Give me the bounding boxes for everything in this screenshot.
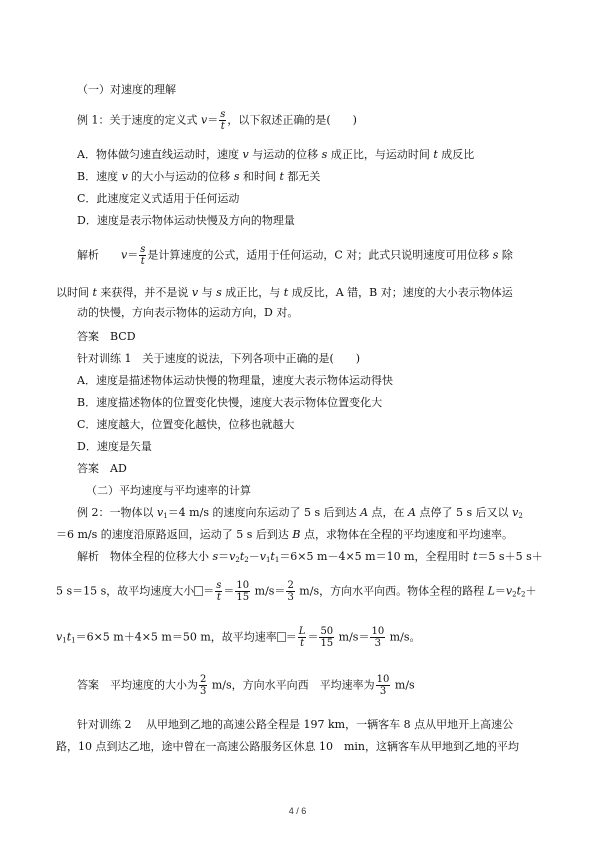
training-1-question: 针对训练 1 关于速度的说法，下列各项中正确的是( ) (77, 352, 361, 365)
fraction-L-over-t: $\frac{L}{t}$ (298, 626, 306, 649)
fraction-2-over-3: $\frac{2}{3}$ (200, 674, 207, 697)
fraction-10-over-3: $\frac{10}{3}$ (371, 626, 385, 649)
fraction-50-over-15: $\frac{50}{15}$ (320, 626, 334, 649)
example-2-line-2: ＝6 m/s 的速度沿原路返回，运动了 5 s 后到达 B 点，求物体在全程的平均速度和平均速率。 (56, 528, 513, 541)
fraction-10-over-3: $\frac{10}{3}$ (376, 674, 390, 697)
example-2-answer: 答案 平均速度的大小为 $\frac{2}{3}$ m/s，方向水平向西 平均速率为 $\frac{10}{3}$ m/s (77, 674, 415, 697)
training-1-option-b: B．速度描述物体的位置变化快慢，速度大表示物体位置变化大 (77, 396, 383, 409)
fraction-s-over-t: $\frac{s}{t}$ (220, 109, 226, 132)
section-title-2: （二）平均速度与平均速率的计算 (86, 484, 251, 497)
placeholder-box-icon (277, 632, 286, 642)
training-1-option-c: C．速度越大，位置变化越快，位移也就越大 (77, 418, 295, 431)
example-2-line-1: 例 2：一物体以 $v_1=4$ m/s 的速度向东运动了 5 s 后到达 A 点，在 A 点停了 5 s 后又以 $v_2$ (77, 506, 523, 520)
example-1-analysis-line-1: 解析 v＝ $\frac{s}{t}$ 是计算速度的公式，适用于任何运动，C 对；此式只说明速度可用位移 s 除 (77, 244, 513, 267)
page-number: 4 / 6 (288, 806, 307, 816)
example-2-solution-line-3: $v_1t_1=6\times 5$ m＋4×5 m＝50 m，故平均速率 ＝ $\frac{L}{t}$ ＝ $\frac{50}{15}$ m/s＝ $\frac{10}{3}$ m/s。 (56, 626, 421, 649)
training-1-answer: 答案 AD (77, 462, 127, 475)
example-2-solution-line-2: 5 s＝15 s，故平均速度大小 ＝ $\frac{s}{t}$ ＝ $\frac{10}{15}$ m/s＝ $\frac{2}{3}$ m/s，方向水平向西。物体全程的路程 $L=v_2t_2+$ (56, 580, 537, 603)
example-1-analysis-line-3: 动的快慢，方向表示物体的运动方向，D 对。 (77, 306, 299, 319)
fraction-s-over-t: $\frac{s}{t}$ (140, 244, 146, 267)
example-1-option-a: A．物体做匀速直线运动时，速度 v 与运动的位移 s 成正比，与运动时间 t 成反比 (77, 148, 475, 161)
section-title-1: （一）对速度的理解 (77, 83, 176, 96)
example-1-option-b: B．速度 v 的大小与运动的位移 s 和时间 t 都无关 (77, 170, 321, 183)
example-1-option-c: C．此速度定义式适用于任何运动 (77, 192, 240, 205)
example-1-option-d: D．速度是表示物体运动快慢及方向的物理量 (77, 214, 295, 227)
placeholder-box-icon (194, 586, 203, 596)
example-1-question: 例 1：关于速度的定义式 v＝ $\frac{s}{t}$ ，以下叙述正确的是( ) (77, 109, 357, 132)
training-2-line-1: 针对训练 2 从甲地到乙地的高速公路全程是 197 km，一辆客车 8 点从甲地开上高速公 (77, 718, 514, 731)
fraction-2-over-3: $\frac{2}{3}$ (287, 580, 294, 603)
training-1-option-a: A．速度是描述物体运动快慢的物理量，速度大表示物体运动得快 (77, 374, 393, 387)
example-2-solution-line-1: 解析 物体全程的位移大小 $s=v_2t_2-v_1t_1=6\times 5$ m－4×5 m＝10 m，全程用时 t＝5 s＋5 s＋ (77, 550, 543, 564)
example-1-analysis-line-2: 以时间 t 来获得，并不是说 v 与 s 成正比，与 t 成反比，A 错，B 对；速度的大小表示物体运 (56, 286, 513, 299)
example-1-answer: 答案 BCD (77, 330, 136, 343)
training-1-option-d: D．速度是矢量 (77, 440, 152, 453)
fraction-10-over-15: $\frac{10}{15}$ (236, 580, 250, 603)
training-2-line-2: 路，10 点到达乙地，途中曾在一高速公路服务区休息 10 min，这辆客车从甲地到乙地的平均 (56, 740, 520, 753)
fraction-s-over-t: $\frac{s}{t}$ (216, 580, 222, 603)
